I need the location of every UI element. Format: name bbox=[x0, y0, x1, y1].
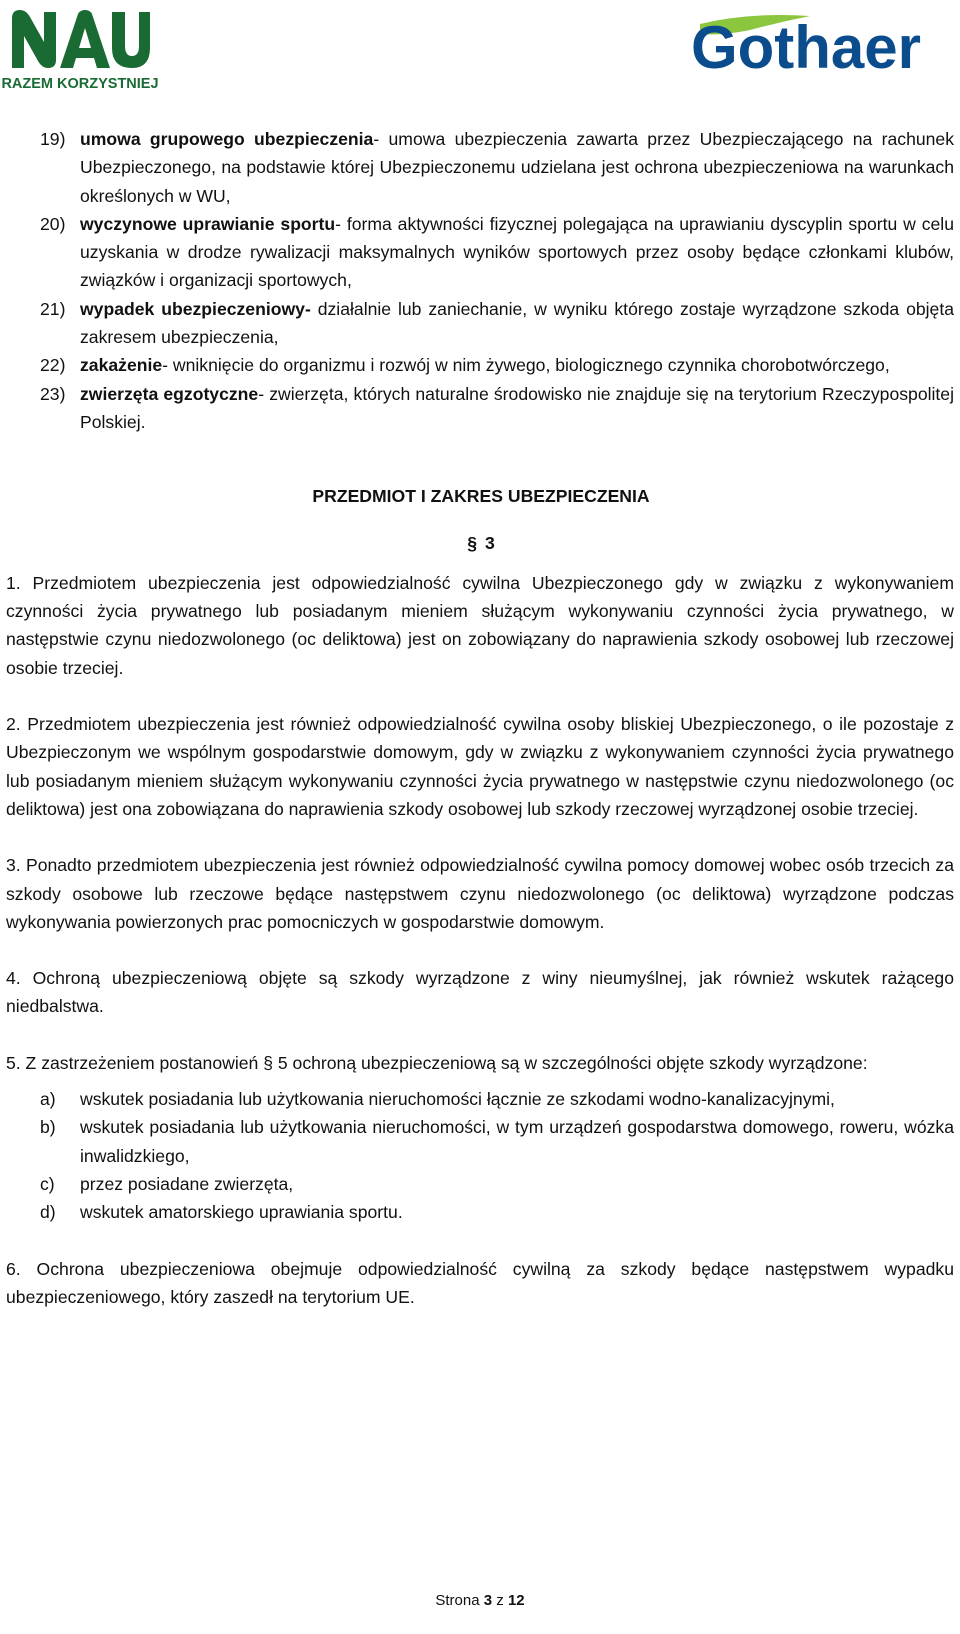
list-item bbox=[6, 1170, 956, 1198]
list-item bbox=[6, 1198, 956, 1226]
paragraph-4: 4. Ochroną ubezpieczeniową objęte są szkody wyrządzone z winy nieumyślnej, jak również wskutek rażącego niedbalstwa. bbox=[6, 968, 954, 1017]
definition-term: wyczynowe uprawianie sportu bbox=[80, 213, 336, 234]
list-letter: c) bbox=[40, 1173, 55, 1194]
definition-text: - wniknięcie do organizmu i rozwój w nim żywego, biologicznego czynnika chorobotwórczego, bbox=[162, 355, 890, 376]
footer-total-pages: 12 bbox=[507, 1592, 525, 1609]
definition-text: - forma aktywności fizycznej polegająca na uprawianiu dyscyplin sportu w celu uzyskania w drodze rywalizacji maksymalnych wyników sportowych przez osoby będące członkami klubów, związków i organizacji sportowych, bbox=[80, 213, 954, 291]
paragraph-1: 1. Przedmiotem ubezpieczenia jest odpowiedzialność cywilna Ubezpieczonego gdy w związku z wykonywaniem czynności życia prywatnego lub posiadanym mieniem służącym wykonywaniu czynności życia prywatnego, w następstwie czynu niedozwolonego (oc deliktowa) jest on zobowiązany do naprawienia szkody osobowej lub rzeczowej osobie trzeciej. bbox=[6, 572, 954, 678]
definition-term: umowa grupowego ubezpieczenia bbox=[80, 129, 374, 149]
document-body bbox=[0, 125, 960, 1311]
list-text: wskutek amatorskiego uprawiania sportu. bbox=[80, 1202, 403, 1223]
list-item bbox=[6, 1085, 956, 1113]
definition-item bbox=[6, 380, 956, 437]
section-number bbox=[6, 529, 956, 557]
footer-prefix: Strona bbox=[435, 1592, 480, 1609]
page-footer bbox=[0, 1592, 960, 1609]
definition-text: działalnie lub zaniechanie, w wyniku którego zostaje wyrządzone szkoda objęta zakresem ubezpieczenia, bbox=[80, 298, 955, 348]
gothaer-wordmark: Gothaer bbox=[690, 14, 922, 81]
gothaer-logo bbox=[690, 6, 922, 92]
list-letter: a) bbox=[40, 1089, 56, 1110]
definitions-list bbox=[6, 125, 956, 436]
list-text: wskutek posiadania lub użytkowania nieruchomości, w tym urządzeń gospodarstwa domowego, roweru, wózka inwalidzkiego, bbox=[80, 1117, 954, 1166]
definition-term: zakażenie bbox=[80, 355, 163, 376]
nau-tagline: RAZEM KORZYSTNIEJ bbox=[1, 76, 159, 92]
definition-item bbox=[6, 125, 956, 210]
definition-item bbox=[6, 351, 956, 379]
page-header bbox=[0, 0, 960, 100]
definition-number: 23) bbox=[40, 383, 66, 404]
list-text: wskutek posiadania lub użytkowania nieruchomości łącznie ze szkodami wodno-kanalizacyjnymi, bbox=[80, 1089, 835, 1110]
definition-term: wypadek ubezpieczeniowy- bbox=[80, 298, 311, 319]
paragraph-5: 5. Z zastrzeżeniem postanowień § 5 ochroną ubezpieczeniową są w szczególności objęte szkody wyrządzone: bbox=[6, 1052, 868, 1073]
footer-separator: z bbox=[496, 1592, 504, 1609]
list-letter: d) bbox=[40, 1202, 56, 1223]
definition-number: 19) bbox=[40, 129, 66, 149]
paragraph-sign: § bbox=[467, 532, 477, 553]
list-item bbox=[6, 1113, 956, 1170]
paragraph-2: 2. Przedmiotem ubezpieczenia jest również odpowiedzialność cywilna osoby bliskiej Ubezpieczonego, o ile pozostaje z Ubezpieczonym we wspólnym gospodarstwie domowym, gdy w związku z wykonywaniem czynności życia prywatnego lub posiadanym mieniem służącym wykonywaniu czynności życia prywatnego w następstwie czynu niedozwolonego (oc deliktowa) jest ona zobowiązana do naprawienia szkody osobowej lub szkody rzeczowej wyrządzonej osobie trzeciej. bbox=[6, 714, 954, 819]
definition-text: - zwierzęta, których naturalne środowisko nie znajduje się na terytorium Rzeczypospolitej Polskiej. bbox=[80, 383, 955, 432]
definition-item bbox=[6, 210, 956, 295]
definition-number: 22) bbox=[40, 355, 66, 376]
definition-number: 21) bbox=[40, 298, 66, 319]
list-letter: b) bbox=[40, 1117, 56, 1138]
definition-term: zwierzęta egzotyczne bbox=[80, 383, 259, 404]
nau-logo bbox=[1, 8, 159, 92]
section-heading: PRZEDMIOT I ZAKRES UBEZPIECZENIA bbox=[312, 486, 650, 507]
footer-page-number: 3 bbox=[483, 1592, 493, 1609]
paragraph-3: 3. Ponadto przedmiotem ubezpieczenia jest również odpowiedzialność cywilna pomocy domowej wobec osób trzecich za szkody osobowe lub rzeczowe będące następstwem czynu niedozwolonego (oc deliktowa) wyrządzone podczas wykonywania powierzonych prac pomocniczych w gospodarstwie domowym. bbox=[6, 855, 954, 932]
definition-text: - umowa ubezpieczenia zawarta przez Ubezpieczającego na rachunek Ubezpieczonego, na podstawie której Ubezpieczonemu udzielana jest ochrona ubezpieczeniowa na warunkach określonych w WU, bbox=[80, 129, 955, 206]
definition-number: 20) bbox=[40, 213, 66, 234]
definition-item bbox=[6, 295, 956, 352]
paragraph-6: 6. Ochrona ubezpieczeniowa obejmuje odpowiedzialność cywilną za szkody będące następstwem wypadku ubezpieczeniowego, który zaszedł na terytorium UE. bbox=[6, 1258, 954, 1307]
list-text: przez posiadane zwierzęta, bbox=[80, 1173, 294, 1194]
section-number-value: 3 bbox=[485, 532, 495, 553]
paragraph-5-list bbox=[6, 1085, 956, 1226]
